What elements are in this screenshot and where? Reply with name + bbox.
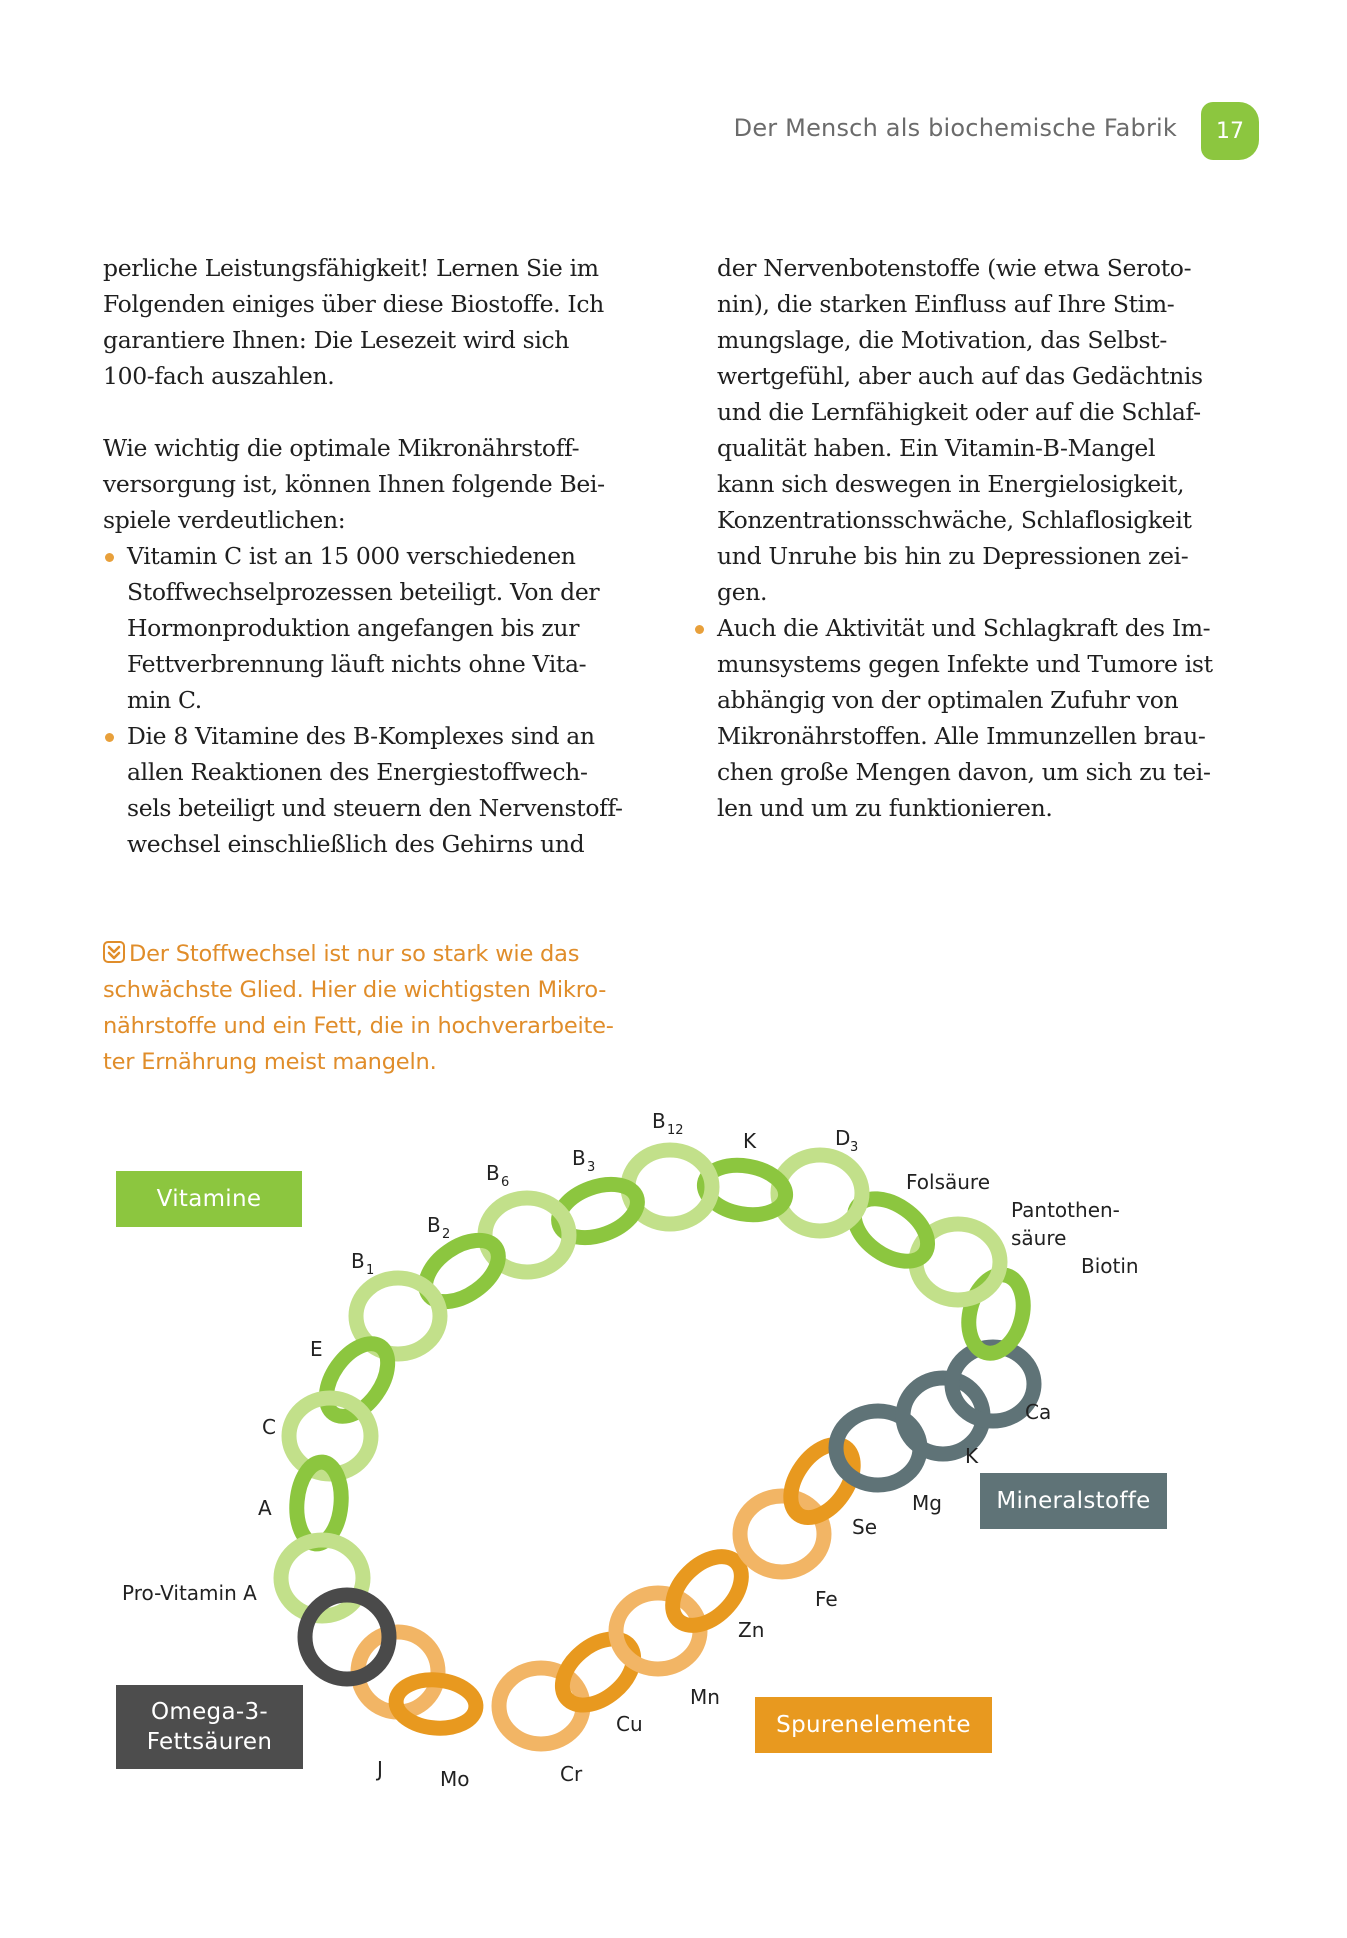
label-vitamin-b1: [351, 1249, 374, 1278]
label-vitamin-k: K: [743, 1129, 757, 1153]
label-b-letter: B: [652, 1109, 666, 1133]
label-b-letter: B: [427, 1213, 441, 1237]
label-molybdaen: Mo: [440, 1767, 470, 1791]
label-kalium: K: [965, 1444, 979, 1468]
label-vitamin-b12: [652, 1109, 684, 1138]
caption-line: nährstoffe und ein Fett, die in hochverarbeite-: [103, 1013, 614, 1039]
text-line: perliche Leistungsfähigkeit! Lernen Sie im: [103, 254, 599, 282]
label-b-letter: B: [572, 1146, 586, 1170]
text-line: Die 8 Vitamine des B-Komplexes sind an: [127, 722, 595, 750]
label-b-letter: B: [486, 1161, 500, 1185]
text-line: Folgenden einiges über diese Biostoffe. Ich: [103, 290, 604, 318]
text-line: Fettverbrennung läuft nichts ohne Vita-: [127, 650, 587, 678]
category-spurenelemente: Spurenelemente: [755, 1697, 992, 1753]
chain-link-kupfer: [550, 1626, 646, 1719]
text-line: und die Lernfähigkeit oder auf die Schlaf-: [717, 398, 1201, 426]
caption-line: schwächste Glied. Hier die wichtigsten Mikro-: [103, 977, 607, 1003]
text-line: abhängig von der optimalen Zufuhr von: [717, 686, 1179, 714]
text-line: qualität haben. Ein Vitamin-B-Mangel: [717, 434, 1156, 462]
label-pro-vitamin-a: Pro-Vitamin A: [122, 1581, 257, 1605]
category-vitamine: Vitamine: [116, 1171, 302, 1227]
text-line: Vitamin C ist an 15 000 verschiedenen: [127, 542, 576, 570]
text-line: min C.: [127, 686, 202, 714]
label-calcium: Ca: [1025, 1400, 1052, 1424]
text-line: chen große Mengen davon, um sich zu tei-: [717, 758, 1211, 786]
label-eisen: Fe: [815, 1587, 838, 1611]
category-omega-line1: Omega-3-: [151, 1699, 268, 1725]
label-vitamin-e: E: [310, 1337, 323, 1361]
caption-line: ter Ernährung meist mangeln.: [103, 1049, 437, 1075]
text-line: spiele verdeutlichen:: [103, 506, 346, 534]
page-number: 17: [1201, 102, 1259, 160]
text-line: und Unruhe bis hin zu Depressionen zei-: [717, 542, 1189, 570]
label-mangan: Mn: [690, 1685, 720, 1709]
label-vitamin-c: C: [262, 1415, 276, 1439]
caption-text: Der Stoffwechsel ist nur so stark wie das: [129, 941, 580, 967]
label-b-subscript: 12: [667, 1123, 684, 1138]
text-line: wechsel einschließlich des Gehirns und: [127, 830, 585, 858]
label-folsaeure: Folsäure: [906, 1170, 991, 1194]
label-b-subscript: 2: [442, 1227, 451, 1242]
label-vitamin-b2: [427, 1213, 450, 1242]
text-line: wertgefühl, aber auch auf das Gedächtnis: [717, 362, 1203, 390]
text-line: Wie wichtig die optimale Mikronährstoff-: [103, 434, 580, 462]
text-line: munsystems gegen Infekte und Tumore ist: [717, 650, 1213, 678]
label-jod: J: [377, 1757, 383, 1781]
text-line: versorgung ist, können Ihnen folgende Bei-: [103, 470, 605, 498]
chain-links: [281, 1150, 1034, 1744]
category-mineralstoffe: Mineralstoffe: [980, 1473, 1167, 1529]
category-omega-line2: Fettsäuren: [146, 1729, 273, 1755]
text-line: Mikronährstoffen. Alle Immunzellen brau-: [717, 722, 1206, 750]
text-line: Stoffwechselprozessen beteiligt. Von der: [127, 578, 600, 606]
label-d-subscript: 3: [850, 1140, 859, 1155]
text-line: sels beteiligt und steuern den Nervenstoff-: [127, 794, 623, 822]
text-line: allen Reaktionen des Energiestoffwech-: [127, 758, 588, 786]
label-b-letter: B: [351, 1249, 365, 1273]
category-omega-3-fettsaeuren: [116, 1685, 303, 1769]
text-line: Hormonproduktion angefangen bis zur: [127, 614, 580, 642]
text-line: nin), die starken Einfluss auf Ihre Stim-: [717, 290, 1175, 318]
text-line: 100-fach auszahlen.: [103, 362, 335, 390]
text-line: len und um zu funktionieren.: [717, 794, 1053, 822]
label-vitamin-b6: [486, 1161, 509, 1190]
text-line: Auch die Aktivität und Schlagkraft des Im-: [717, 614, 1211, 642]
label-biotin: Biotin: [1081, 1254, 1139, 1278]
label-d-letter: D: [835, 1126, 851, 1150]
label-pantothensaeure-line2: säure: [1011, 1226, 1067, 1250]
label-zink: Zn: [738, 1618, 765, 1642]
label-magnesium: Mg: [912, 1491, 942, 1515]
label-pantothensaeure-line1: Pantothen-: [1011, 1198, 1120, 1222]
chain-link-eisen: [740, 1496, 824, 1572]
label-vitamin-b3: [572, 1146, 595, 1175]
text-line: mungslage, die Motivation, das Selbst-: [717, 326, 1167, 354]
label-b-subscript: 3: [587, 1160, 596, 1175]
running-title: Der Mensch als biochemische Fabrik: [733, 114, 1177, 142]
label-chrom: Cr: [560, 1762, 583, 1786]
label-vitamin-a: A: [258, 1496, 272, 1520]
label-kupfer: Cu: [616, 1712, 643, 1736]
label-b-subscript: 6: [501, 1175, 510, 1190]
label-b-subscript: 1: [366, 1263, 375, 1278]
label-selen: Se: [852, 1515, 877, 1539]
text-line: kann sich deswegen in Energielosigkeit,: [717, 470, 1185, 498]
text-line: Konzentrationsschwäche, Schlaflosigkeit: [717, 506, 1192, 534]
text-line: garantiere Ihnen: Die Lesezeit wird sich: [103, 326, 570, 354]
text-line: der Nervenbotenstoffe (wie etwa Seroto-: [717, 254, 1192, 282]
text-line: gen.: [717, 578, 768, 606]
